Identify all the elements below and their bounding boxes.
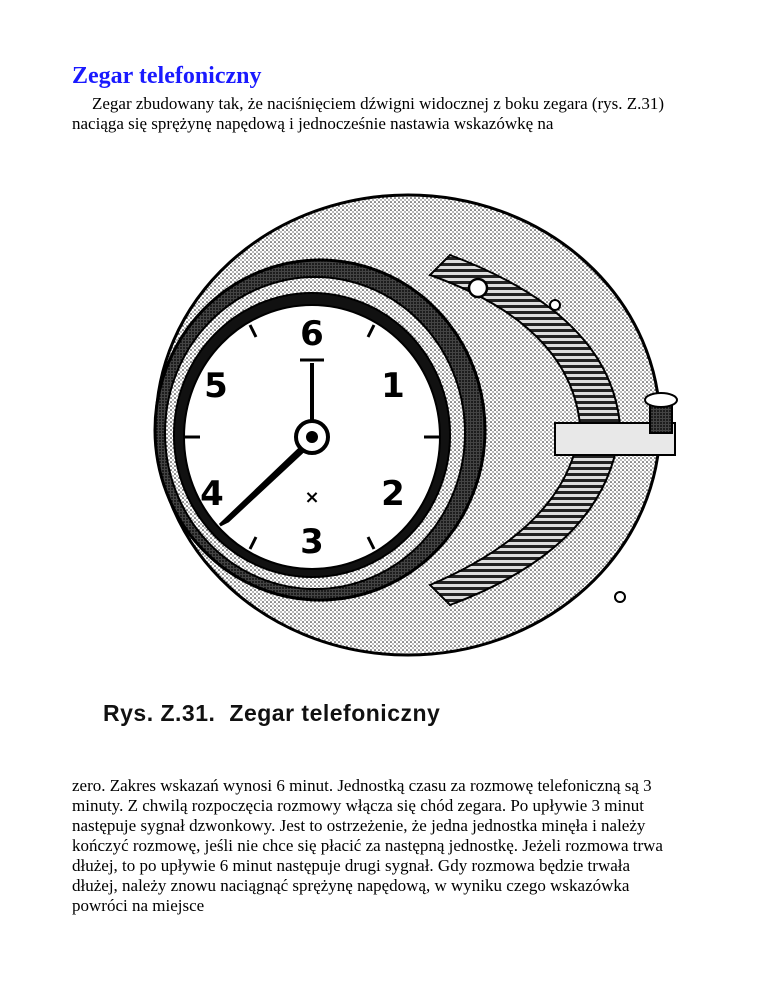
dial-number-5: 5 bbox=[204, 366, 228, 406]
dial-number-3: 3 bbox=[300, 522, 324, 562]
paragraph-intro-text: Zegar zbudowany tak, że naciśnięciem dźwigni widocznej z boku zegara (rys. Z.31) naciąga się sprężynę napędową i jednocześnie nastawia wskazówkę na bbox=[72, 94, 665, 133]
telephone-clock-illustration bbox=[150, 185, 690, 665]
dial-number-6: 6 bbox=[300, 314, 324, 354]
figure-caption bbox=[103, 700, 440, 727]
caption-text: Zegar telefoniczny bbox=[229, 700, 441, 726]
dial-number-2: 2 bbox=[381, 474, 405, 514]
paragraph-continuation: zero. Zakres wskazań wynosi 6 minut. Jednostką czasu za rozmowę telefoniczną są 3 minuty. Z chwilą rozpoczęcia rozmowy włącza się chód zegara. Po upływie 3 minut następuje sygnał dzwonkowy. Jest to ostrzeżenie, że jedna jednostka minęła i należy kończyć rozmowę, jeśli nie chce się płacić za następną jednostkę. Jeżeli rozmowa trwa dłużej, to po upływie 6 minut następuje drugi sygnał. Gdy rozmowa będzie trwała dłużej, należy znowu naciągnąć sprężynę napędową, w wyniku czego wskazówka powróci na miejsce bbox=[72, 776, 663, 915]
dial-number-4: 4 bbox=[200, 474, 224, 514]
dial-number-1: 1 bbox=[381, 366, 405, 406]
paragraph-intro bbox=[72, 94, 672, 134]
screw-right-top bbox=[550, 300, 560, 310]
page-title: Zegar telefoniczny bbox=[72, 63, 262, 89]
center-pin bbox=[306, 431, 318, 443]
marker-three: × bbox=[304, 487, 320, 508]
screw-top bbox=[469, 279, 487, 297]
screw-bottom bbox=[615, 592, 625, 602]
caption-number: Rys. Z.31. bbox=[103, 700, 216, 726]
